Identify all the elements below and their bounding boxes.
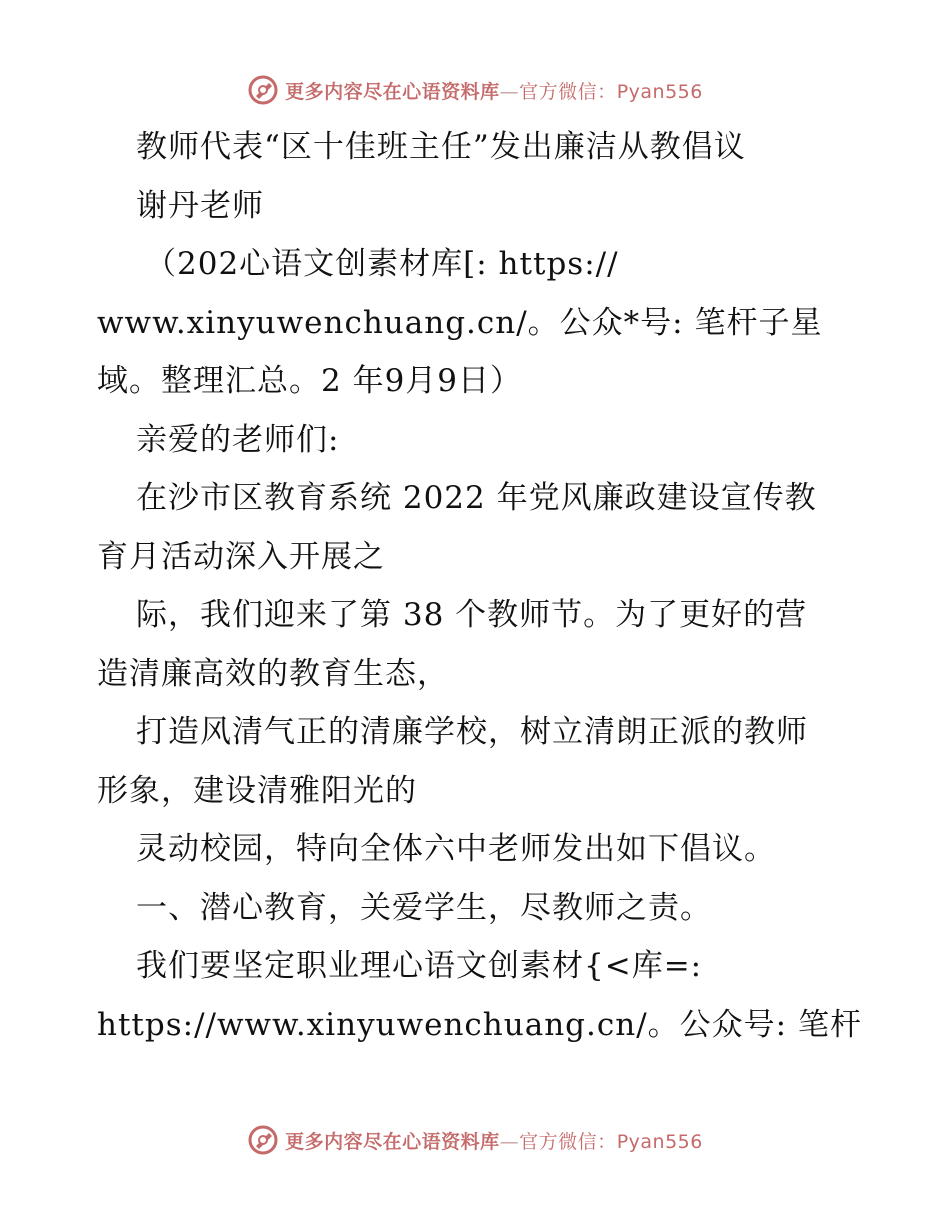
watermark-text <box>285 77 703 104</box>
text-line: 域。整理汇总。2 年9月9日） <box>97 363 523 399</box>
text-line: 造清廉高效的教育生态， <box>97 655 449 692</box>
watermark-wechat-label: 官方微信： <box>519 1130 617 1153</box>
document-title: 教师代表“区十佳班主任”发出廉洁从教倡议 <box>136 129 746 165</box>
text-line: 际，我们迎来了第 38 个教师节。为了更好的营 <box>136 597 808 633</box>
watermark-dash: — <box>499 1130 520 1153</box>
section-heading: 一、潜心教育，关爱学生，尽教师之责。 <box>136 889 712 926</box>
brand-logo-icon <box>247 74 279 106</box>
salutation: 亲爱的老师们: <box>136 421 340 458</box>
text-line: （202心语文创素材库[: https:// <box>145 246 619 282</box>
text-line: 我们要坚定职业理心语文创素材{<库=: <box>136 948 703 984</box>
footer-watermark <box>0 1120 950 1160</box>
watermark-brand: 更多内容尽在心语资料库 <box>285 80 500 103</box>
header-watermark <box>0 70 950 110</box>
document-author: 谢丹老师 <box>136 187 264 224</box>
watermark-wechat-id: Pyan556 <box>616 80 703 103</box>
watermark-brand: 更多内容尽在心语资料库 <box>285 1130 500 1153</box>
watermark-dash: — <box>499 80 520 103</box>
text-line: 在沙市区教育系统 2022 年党风廉政建设宣传教 <box>136 480 817 516</box>
watermark-wechat-id: Pyan556 <box>616 1130 703 1153</box>
text-line: 灵动校园，特向全体六中老师发出如下倡议。 <box>136 831 776 867</box>
text-line: www.xinyuwenchuang.cn/。公众*号: 笔杆子星 <box>97 304 823 341</box>
text-line: 打造风清气正的清廉学校，树立清朗正派的教师 <box>136 714 808 750</box>
watermark-text <box>285 1127 703 1154</box>
watermark-wechat-label: 官方微信： <box>519 80 617 103</box>
document-body <box>97 118 862 1054</box>
brand-logo-icon <box>247 1124 279 1156</box>
text-line: 形象，建设清雅阳光的 <box>97 772 417 809</box>
text-line: https://www.xinyuwenchuang.cn/。公众号: 笔杆 <box>97 1006 862 1043</box>
text-line: 育月活动深入开展之 <box>97 538 385 575</box>
